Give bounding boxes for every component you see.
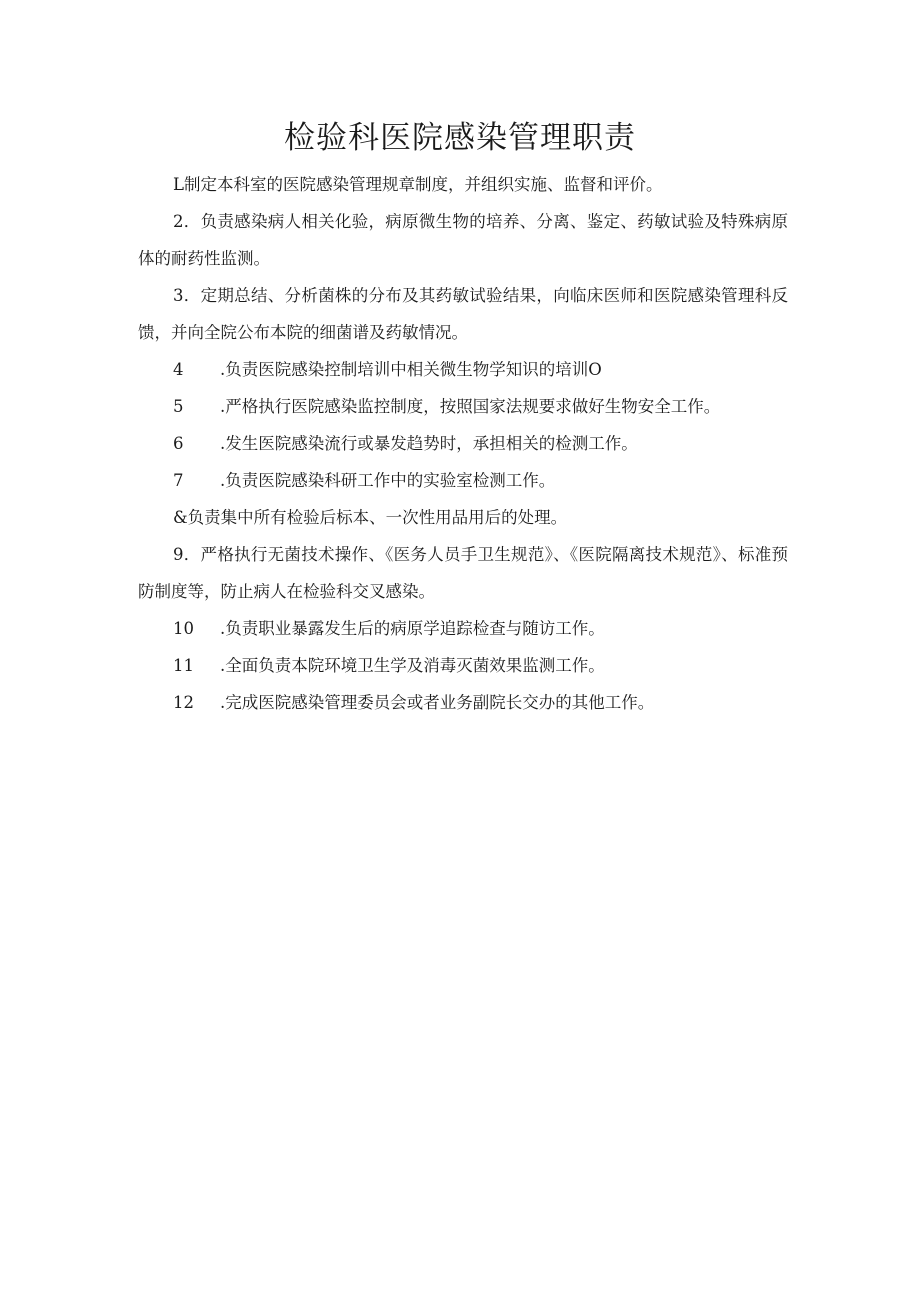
duty-item-1: L制定本科室的医院感染管理规章制度，并组织实施、监督和评价。 (173, 175, 663, 194)
duty-list (138, 166, 788, 721)
duty-item-text: .完成医院感染管理委员会或者业务副院长交办的其他工作。 (220, 693, 655, 712)
duty-item-number: 10 (173, 619, 194, 638)
duty-item-5 (138, 388, 788, 425)
duty-item-8: &负责集中所有检验后标本、一次性用品用后的处理。 (173, 508, 568, 527)
duty-item-text: .负责职业暴露发生后的病原学追踪检查与随访工作。 (220, 619, 605, 638)
duty-item-text: .负责医院感染控制培训中相关微生物学知识的培训O (220, 360, 602, 379)
duty-item-12 (138, 684, 788, 721)
duty-item-6 (138, 425, 788, 462)
duty-item-11 (138, 647, 788, 684)
duty-item-9: 9．严格执行无菌技术操作、《医务人员手卫生规范》、《医院隔离技术规范》、标准预防制度等，防止病人在检验科交叉感染。 (138, 545, 788, 601)
duty-item-text: .严格执行医院感染监控制度，按照国家法规要求做好生物安全工作。 (220, 397, 721, 416)
duty-item-number: 5 (173, 397, 184, 416)
duty-item-4 (138, 351, 788, 388)
duty-item-text: .发生医院感染流行或暴发趋势时，承担相关的检测工作。 (220, 434, 638, 453)
duty-item-number: 7 (173, 471, 184, 490)
duty-item-10 (138, 610, 788, 647)
duty-item-number: 12 (173, 693, 194, 712)
duty-item-number: 4 (173, 360, 184, 379)
duty-item-text: .负责医院感染科研工作中的实验室检测工作。 (220, 471, 556, 490)
duty-item-7 (138, 462, 788, 499)
duty-item-number: 6 (173, 434, 184, 453)
duty-item-3: 3．定期总结、分析菌株的分布及其药敏试验结果，向临床医师和医院感染管理科反馈，并向全院公布本院的细菌谱及药敏情况。 (138, 286, 788, 342)
page-title: 检验科医院感染管理职责 (284, 120, 636, 156)
duty-item-number: 11 (173, 656, 194, 675)
duty-item-text: .全面负责本院环境卫生学及消毒灭菌效果监测工作。 (220, 656, 605, 675)
duty-item-2: 2．负责感染病人相关化验，病原微生物的培养、分离、鉴定、药敏试验及特殊病原体的耐药性监测。 (138, 212, 788, 268)
